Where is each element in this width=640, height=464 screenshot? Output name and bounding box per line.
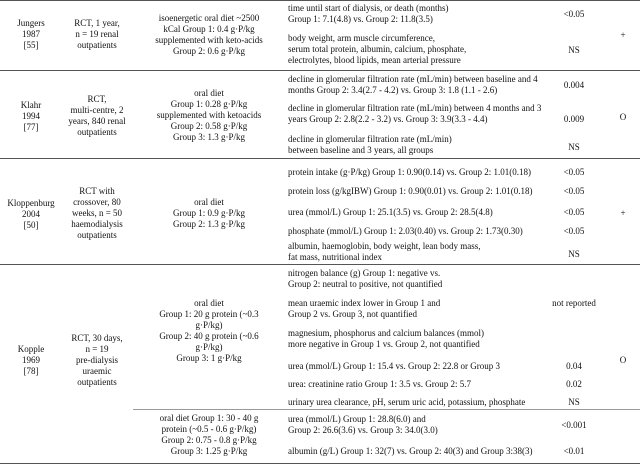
row-divider — [0, 158, 640, 159]
study-design-line: haemodialysis — [71, 219, 123, 229]
intervention-line: kCal Group 1: 0.4 g·P/kg — [163, 24, 255, 34]
study-author: Klahr — [20, 100, 42, 110]
row-divider — [0, 70, 640, 71]
study-design-line: uraemic — [82, 366, 112, 376]
subrow-divider — [133, 409, 640, 410]
outcome-line: more negative in Group 1 vs. Group 2, not quantified — [288, 339, 480, 349]
outcome-line: albumin (g/L) Group 1: 32(7) vs. Group 2: 40(3) and Group 3:38(3) — [288, 446, 533, 456]
outcome-line: fat mass, nutritional index — [288, 252, 382, 262]
study-design-line: crossover, 80 — [73, 197, 121, 207]
study-design-line: outpatients — [77, 40, 117, 50]
outcome-line: Group 2 vs. Group 3, not quantified — [288, 309, 417, 319]
intervention-line: supplemented with ketoacids — [156, 110, 262, 120]
intervention-line: protein (~0.5 - 0.6 g·P/kg) — [161, 424, 257, 434]
intervention-line: Group 3: 1.25 g·P/kg — [170, 446, 248, 456]
p-value: <0.05 — [563, 226, 585, 236]
p-value: not reported — [552, 298, 596, 308]
study-author: Kloppenburg — [7, 198, 55, 208]
outcome-line: albumin, haemoglobin, body weight, lean body mass, — [288, 241, 481, 251]
outcome-line: mean uraemic index lower in Group 1 and — [288, 298, 441, 308]
study-year: 1994 — [22, 111, 40, 121]
outcome-line: decline in glomerular filtration rate (mL/min) — [288, 134, 452, 144]
study-author: Jungers — [17, 18, 45, 28]
row-divider — [0, 264, 640, 265]
outcome-line: magnesium, phosphorus and calcium balances (mmol) — [288, 328, 484, 338]
outcome-line: nitrogen balance (g) Group 1: negative vs. — [288, 268, 441, 278]
outcome-line: Group 2: 26.6(3.6) vs. Group 3: 34.0(3.0) — [288, 425, 438, 435]
study-design-line: n = 19 — [85, 344, 109, 354]
p-value: NS — [568, 142, 580, 152]
effect-symbol: + — [620, 208, 626, 218]
p-value: 0.02 — [566, 379, 582, 389]
outcome-line: protein intake (g·P/kg) Group 1: 0.90(0.14) vs. Group 2: 1.01(0.18) — [288, 167, 531, 177]
study-design-line: outpatients — [77, 230, 117, 240]
intervention-line: Group 1: 0.28 g·P/kg — [170, 99, 248, 109]
outcome-line: protein loss (g/kgIBW) Group 1: 0.90(0.01) vs. Group 2: 1.01(0.18) — [288, 186, 533, 196]
intervention-line: Group 2: 0.58 g·P/kg — [170, 121, 248, 131]
outcome-line: phosphate (mmol/L) Group 1: 2.03(0.40) vs. Group 2: 1.73(0.30) — [288, 226, 523, 236]
study-design-line: RCT, — [87, 94, 107, 104]
intervention-line: isoenergetic oral diet ~2500 — [158, 13, 260, 23]
intervention-line: oral diet — [194, 298, 224, 308]
p-value: NS — [568, 249, 580, 259]
outcome-line: serum total protein, albumin, calcium, phosphate, — [288, 44, 467, 54]
study-design-line: RCT, 1 year, — [74, 18, 120, 28]
study-design-line: years, 840 renal — [68, 116, 126, 126]
study-year: 1969 — [22, 355, 40, 365]
outcome-line: urea: creatinine ratio Group 1: 3.5 vs. Group 2: 5.7 — [288, 379, 471, 389]
p-value: <0.05 — [563, 186, 585, 196]
study-design-line: RCT with — [79, 186, 115, 196]
intervention-line: Group 2: 0.6 g·P/kg — [173, 46, 245, 56]
intervention-line: oral diet — [194, 88, 224, 98]
outcome-line: electrolytes, blood lipids, mean arterial pressure — [288, 55, 461, 65]
p-value: <0.05 — [563, 207, 585, 217]
outcome-line: months Group 2: 3.4(2.7 - 4.2) vs. Group 3: 1.8 (1.1 - 2.6) — [288, 85, 498, 95]
study-author: Kopple — [17, 344, 45, 354]
outcome-line: Group 1: 7.1(4.8) vs. Group 2: 11.8(3.5) — [288, 14, 433, 24]
intervention-line: Group 2: 40 g protein (~0.6 — [159, 331, 259, 341]
p-value: 0.009 — [563, 114, 585, 124]
study-ref: [50] — [23, 220, 39, 230]
p-value: NS — [568, 397, 580, 407]
outcome-line: time until start of dialysis, or death (months) — [288, 3, 449, 13]
study-design-line: outpatients — [77, 377, 117, 387]
study-year: 1987 — [22, 29, 40, 39]
study-design-line: weeks, n = 50 — [71, 208, 123, 218]
study-design-line: outpatients — [77, 127, 117, 137]
intervention-line: Group 1: 0.9 g·P/kg — [173, 208, 245, 218]
effect-symbol: + — [620, 30, 626, 40]
intervention-line: Group 2: 0.75 - 0.8 g·P/kg — [161, 435, 257, 445]
p-value: NS — [568, 45, 580, 55]
intervention-line: Group 2: 1.3 g·P/kg — [173, 219, 245, 229]
intervention-line: Group 3: 1.3 g·P/kg — [173, 132, 245, 142]
p-value: <0.05 — [563, 167, 585, 177]
effect-symbol: O — [619, 112, 627, 122]
p-value: <0.001 — [561, 420, 587, 430]
outcome-line: urinary urea clearance, pH, serum uric acid, potassium, phosphate — [288, 397, 526, 407]
study-design-line: n = 19 renal — [75, 29, 119, 39]
study-ref: [78] — [23, 366, 39, 376]
study-design-line: pre-dialysis — [76, 355, 118, 365]
effect-symbol: O — [619, 355, 627, 365]
intervention-line: g·P/kg) — [195, 342, 223, 352]
intervention-line: supplemented with keto-acids — [155, 35, 263, 45]
table-top-border — [0, 0, 640, 1]
outcome-line: body weight, arm muscle circumference, — [288, 33, 435, 43]
p-value: <0.01 — [563, 446, 585, 456]
p-value: 0.04 — [566, 361, 582, 371]
study-design-line: multi-centre, 2 — [70, 105, 124, 115]
study-year: 2004 — [22, 209, 40, 219]
outcome-line: decline in glomerular filtration rate (mL/min) between baseline and 4 — [288, 74, 538, 84]
study-ref: [55] — [23, 40, 39, 50]
outcome-line: decline in glomerular filtration rate (mL/min) between 4 months and 3 — [288, 103, 542, 113]
study-ref: [77] — [23, 122, 39, 132]
outcome-line: years Group 2: 2.8(2.2 - 3.2) vs. Group 3: 3.9(3.3 - 4.4) — [288, 114, 488, 124]
outcome-line: urea (mmol/L) Group 1: 25.1(3.5) vs. Group 2: 28.5(4.8) — [288, 207, 493, 217]
outcome-line: urea (mmol/L) Group 1: 15.4 vs. Group 2: 22.8 or Group 3 — [288, 361, 500, 371]
intervention-line: oral diet Group 1: 30 - 40 g — [159, 413, 259, 423]
p-value: 0.004 — [563, 80, 585, 90]
outcome-line: between baseline and 3 years, all groups — [288, 145, 434, 155]
intervention-line: Group 1: 20 g protein (~0.3 — [159, 309, 259, 319]
intervention-line: Group 3: 1 g·P/kg — [176, 353, 242, 363]
outcome-line: Group 2: neutral to positive, not quantified — [288, 279, 443, 289]
intervention-line: oral diet — [194, 197, 224, 207]
p-value: <0.05 — [563, 9, 585, 19]
outcome-line: urea (mmol/L) Group 1: 28.8(6.0) and — [288, 414, 426, 424]
intervention-line: g·P/kg) — [195, 320, 223, 330]
study-design-line: RCT, 30 days, — [71, 333, 123, 343]
